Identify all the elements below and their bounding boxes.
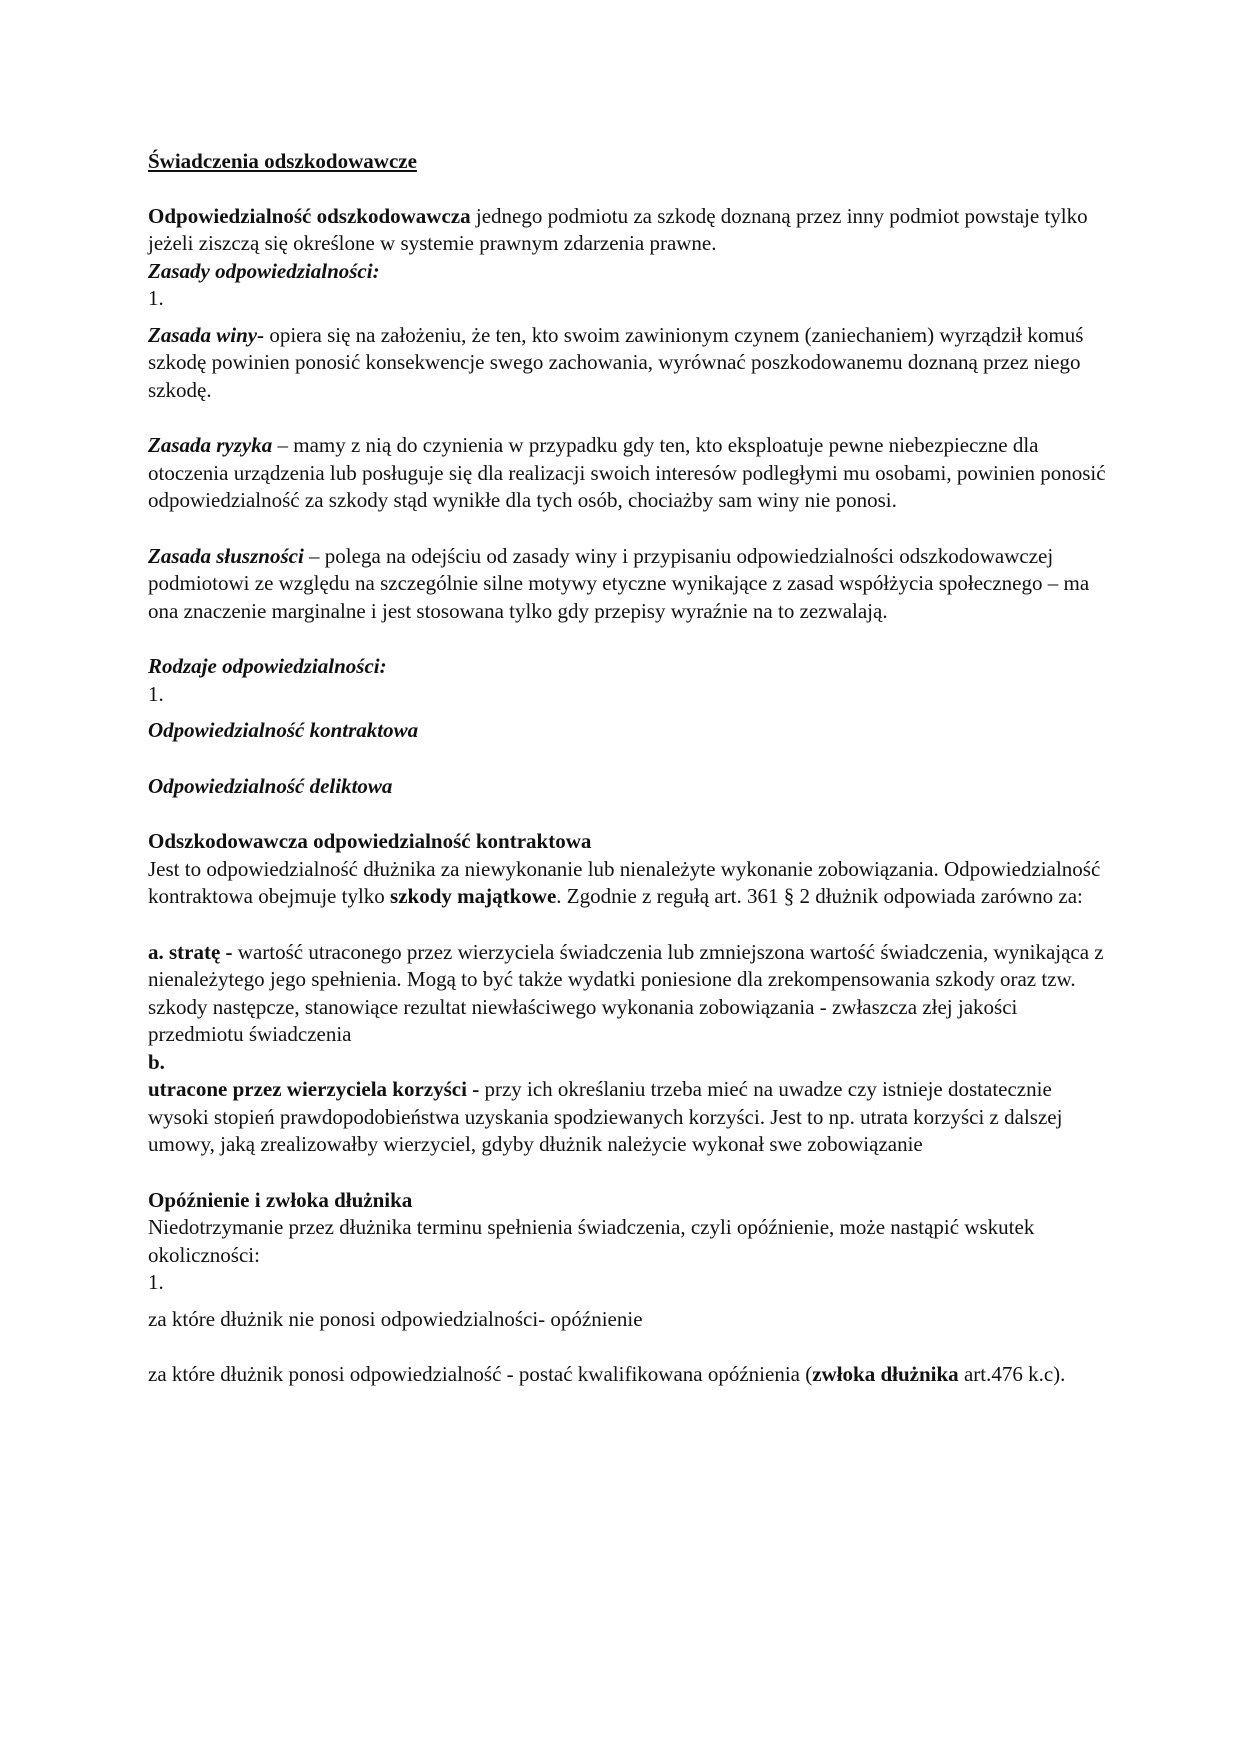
intro-text: jednego podmiotu za szkodę doznaną przez inny podmiot powstaje tylko jeżeli ziszczą się określone w systemie prawnym zdarzenia prawne.: [148, 203, 1088, 255]
opoznienie-text: Niedotrzymanie przez dłużnika terminu spełnienia świadczenia, czyli opóźnienie, może nastąpić wskutek okoliczności:: [148, 1215, 1035, 1267]
strata-text: wartość utraconego przez wierzyciela świadczenia lub zmniejszona wartość świadczenia, wynikająca z nienależytego jego spełnienia. Mogą to być także wydatki poniesione dla zrekompensowania szkody oraz tzw. szkody następcze, stanowiące rezultat niewłaściwego wykonania zobowiązania - zwłaszcza złej jakości przedmiotu świadczenia: [148, 939, 1104, 1046]
rodzaj-kontraktowa: Odpowiedzialność kontraktowa: [148, 718, 419, 742]
intro-term: Odpowiedzialność odszkodowawcza: [148, 203, 471, 228]
kontraktowa-bold: szkody majątkowe: [390, 884, 557, 908]
zasada-winy-label: Zasada winy-: [148, 322, 265, 347]
korzysci-paragraph: [148, 1076, 1108, 1159]
rodzaje-number: 1.: [148, 681, 164, 706]
okolicznosc-2-bold: zwłoka dłużnika: [812, 1362, 959, 1386]
korzysci-text: przy ich określaniu trzeba mieć na uwadze czy istnieje dostatecznie wysoki stopień prawdopodobieństwa uzyskania spodziewanych korzyści. Jest to np. utrata korzyści z dalszej umowy, jaką zrealizowałby wierzyciel, gdyby dłużnik należycie wykonał swe zobowiązanie: [148, 1077, 1063, 1156]
kontraktowa-paragraph: [148, 856, 1108, 911]
strata-paragraph: [148, 939, 1108, 1049]
zasada-ryzyka-label: Zasada ryzyka: [148, 433, 273, 457]
intro-paragraph: [148, 203, 1108, 258]
zasada-winy-paragraph: [148, 322, 1108, 405]
document-title: Świadczenia odszkodowawcze: [148, 149, 417, 173]
kontraktowa-heading: Odszkodowawcza odpowiedzialność kontraktowa: [148, 829, 592, 853]
okolicznosc-2-text: za które dłużnik ponosi odpowiedzialność - postać kwalifikowana opóźnienia (: [148, 1362, 813, 1386]
zasada-slusznosci-label: Zasada słuszności: [148, 543, 304, 568]
opoznienie-heading: Opóźnienie i zwłoka dłużnika: [148, 1187, 413, 1212]
strata-label: a. stratę -: [148, 939, 233, 964]
zasada-ryzyka-text: – mamy z nią do czynienia w przypadku gdy ten, kto eksploatuje pewne niebezpieczne dla otoczenia urządzenia lub posługuje się dla realizacji swoich interesów podległymi mu osobami, powinien ponosić odpowiedzialność za szkody stąd wynikłe dla tych osób, chociażby sam winy nie ponosi.: [148, 433, 1106, 512]
rodzaje-heading: Rodzaje odpowiedzialności:: [148, 654, 387, 678]
rodzaj-deliktowa: Odpowiedzialność deliktowa: [148, 773, 393, 798]
kontraktowa-text-1: Jest to odpowiedzialność dłużnika za niewykonanie lub nienależyte wykonanie zobowiązania. Odpowiedzialność kontraktowa obejmuje tylko: [148, 856, 1101, 908]
kontraktowa-text-2: . Zgodnie z regułą art. 361 § 2 dłużnik odpowiada zarówno za:: [556, 884, 1083, 908]
korzysci-label: utracone przez wierzyciela korzyści -: [148, 1077, 480, 1101]
zasady-heading: Zasady odpowiedzialności:: [148, 258, 380, 283]
document-page: [148, 148, 1108, 1389]
zasady-number: 1.: [148, 286, 164, 310]
okolicznosc-2-end: art.476 k.c).: [958, 1362, 1066, 1386]
okolicznosc-1: za które dłużnik nie ponosi odpowiedzialności- opóźnienie: [148, 1306, 643, 1331]
zasada-slusznosci-paragraph: [148, 543, 1108, 626]
b-label: b.: [148, 1049, 165, 1074]
okolicznosc-2: [148, 1361, 1108, 1389]
zasada-winy-text: opiera się na założeniu, że ten, kto swoim zawinionym czynem (zaniechaniem) wyrządził komuś szkodę powinien ponosić konsekwencje swego zachowania, wyrównać poszkodowanemu doznaną przez niego szkodę.: [148, 322, 1084, 402]
opoznienie-number: 1.: [148, 1270, 164, 1294]
zasada-slusznosci-text: – polega na odejściu od zasady winy i przypisaniu odpowiedzialności odszkodowawczej podmiotowi ze względu na szczególnie silne motywy etyczne wynikające z zasad współżycia społecznego – ma ona znaczenie marginalne i jest stosowana tylko gdy przepisy wyraźnie na to zezwalają.: [148, 543, 1090, 623]
zasada-ryzyka-paragraph: [148, 432, 1108, 515]
